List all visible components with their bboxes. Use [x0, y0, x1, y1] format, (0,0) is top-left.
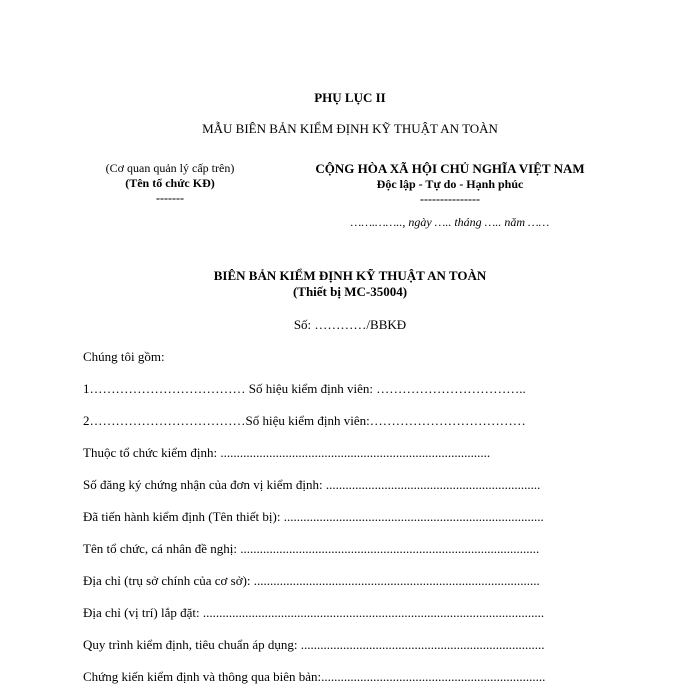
organization-name-label: (Tên tổ chức KĐ): [125, 176, 215, 190]
head-office-address-line: Địa chỉ (trụ sở chính của cơ sở): ........................................................................................: [83, 573, 540, 588]
national-motto-header: [270, 161, 630, 207]
registration-number-line: Số đăng ký chứng nhận của đơn vị kiểm định: ..................................................................: [83, 477, 541, 492]
report-title-main: BIÊN BẢN KIỂM ĐỊNH KỸ THUẬT AN TOÀN: [213, 268, 487, 283]
date-line: …….…….., ngày ….. tháng ….. năm ……: [350, 215, 550, 229]
report-title: [0, 268, 700, 300]
form-title: MẪU BIÊN BẢN KIỂM ĐỊNH KỸ THUẬT AN TOÀN: [202, 121, 498, 136]
issuing-agency-header: [70, 161, 270, 206]
inspector-1-line: 1……………………………… Số hiệu kiểm định viên: ……………………………..: [83, 381, 526, 396]
report-title-equipment: (Thiết bị MC-35004): [292, 284, 408, 299]
report-number: Số: …………/BBKĐ: [293, 317, 407, 332]
inspector-2-line: 2………………………………Số hiệu kiểm định viên:………………………………: [83, 413, 526, 428]
national-motto: Độc lập - Tự do - Hạnh phúc: [376, 177, 524, 191]
country-name: CỘNG HÒA XÃ HỘI CHỦ NGHĨA VIỆT NAM: [315, 161, 585, 176]
inspection-organization-line: Thuộc tổ chức kiểm định: ...................................................................................: [83, 445, 491, 460]
procedure-standard-line: Quy trình kiểm định, tiêu chuẩn áp dụng: ...........................................................................: [83, 637, 545, 652]
parent-agency-label: (Cơ quan quản lý cấp trên): [105, 161, 235, 175]
requester-name-line: Tên tổ chức, cá nhân đề nghị: ............................................................................................: [83, 541, 540, 556]
witness-line: Chứng kiến kiểm định và thông qua biên bản:.....................................................................: [83, 669, 546, 684]
intro-text: Chúng tôi gồm:: [83, 349, 165, 364]
motto-divider: ---------------: [420, 192, 480, 206]
agency-divider: -------: [156, 191, 184, 205]
installation-address-line: Địa chỉ (vị trí) lắp đặt: .........................................................................................................: [83, 605, 545, 620]
appendix-title: PHỤ LỤC II: [314, 90, 386, 105]
equipment-name-line: Đã tiến hành kiểm định (Tên thiết bị): ................................................................................: [83, 509, 544, 524]
